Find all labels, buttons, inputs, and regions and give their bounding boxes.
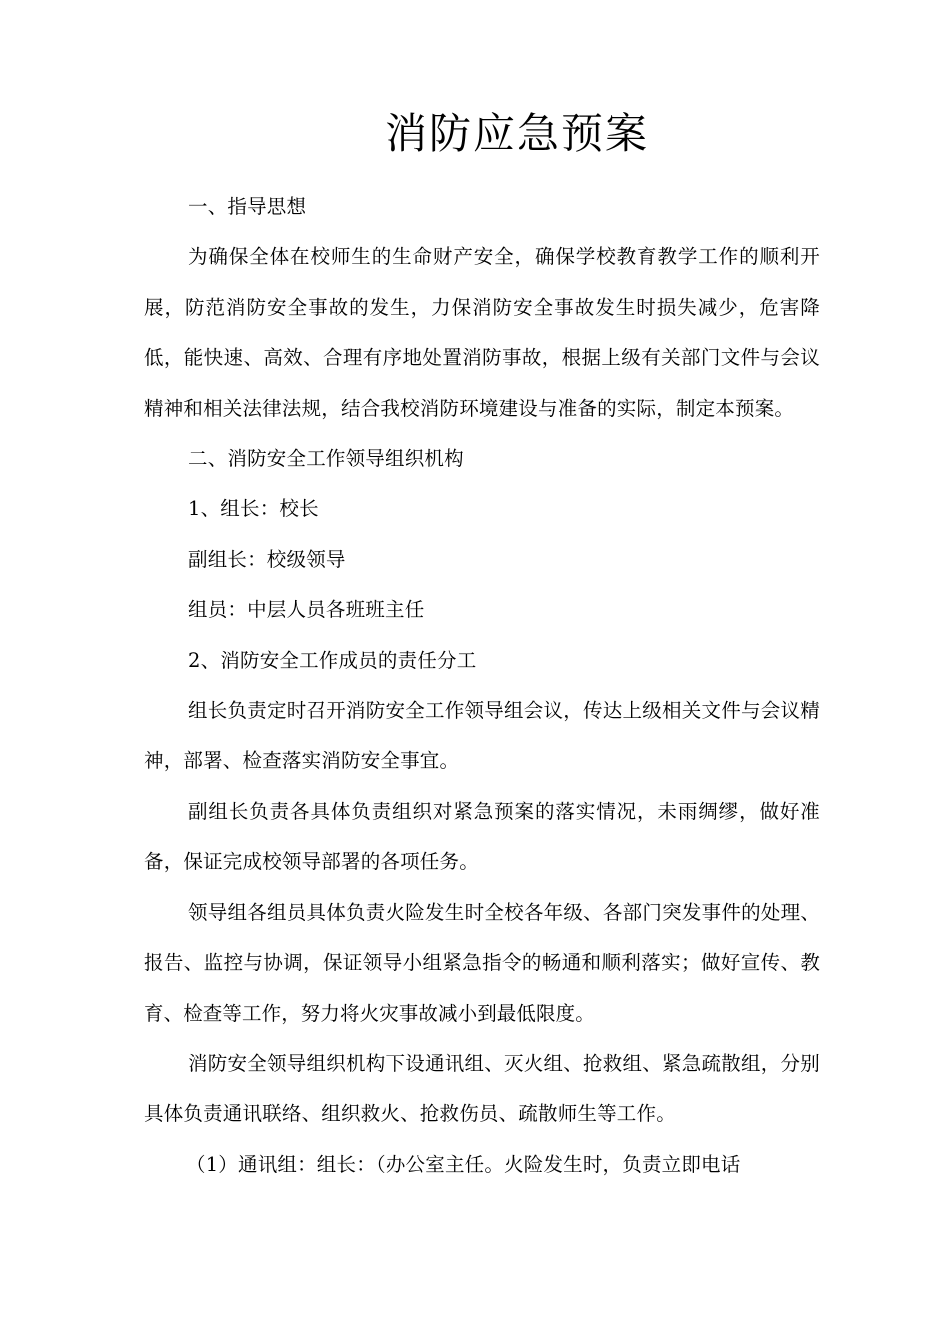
paragraph-division-of-duties: 2、消防安全工作成员的责任分工 — [188, 648, 477, 672]
document-title: 消防应急预案 — [384, 109, 649, 158]
paragraph-subgroups: 消防安全领导组织机构下设通讯组、灭火组、抢救组、紧急疏散组，分别具体负责通讯联络、组织救火、抢救伤员、疏散师生等工作。 — [144, 1051, 820, 1126]
paragraph-communication-group: （1）通讯组：组长：（办公室主任。火险发生时，负责立即电话 — [186, 1152, 741, 1176]
paragraph-member-duties: 领导组各组员具体负责火险发生时全校各年级、各部门突发事件的处理、报告、监控与协调，保证领导小组紧急指令的畅通和顺利落实；做好宣传、教育、检查等工作，努力将火灾事故减小到最低限度。 — [144, 900, 820, 1025]
section-heading-leadership-organization: 二、消防安全工作领导组织机构 — [188, 447, 464, 471]
paragraph-purpose: 为确保全体在校师生的生命财产安全，确保学校教育教学工作的顺利开展，防范消防安全事故的发生，力保消防安全事故发生时损失减少，危害降低，能快速、高效、合理有序地处置消防事故，根据上级有关部门文件与会议精神和相关法律法规，结合我校消防环境建设与准备的实际，制定本预案。 — [144, 245, 820, 420]
section-heading-guiding-ideology: 一、指导思想 — [188, 195, 307, 218]
document-body — [144, 182, 820, 1190]
paragraph-deputy-duties: 副组长负责各具体负责组织对紧急预案的落实情况，未雨绸缪，做好准备，保证完成校领导部署的各项任务。 — [144, 799, 820, 874]
paragraph-group-members: 组员：中层人员各班班主任 — [188, 598, 425, 622]
paragraph-deputy-leader: 副组长：校级领导 — [188, 547, 346, 571]
paragraph-leader-duties: 组长负责定时召开消防安全工作领导组会议，传达上级相关文件与会议精神，部署、检查落实消防安全事宜。 — [144, 699, 820, 773]
paragraph-group-leader: 1、组长：校长 — [188, 497, 319, 521]
